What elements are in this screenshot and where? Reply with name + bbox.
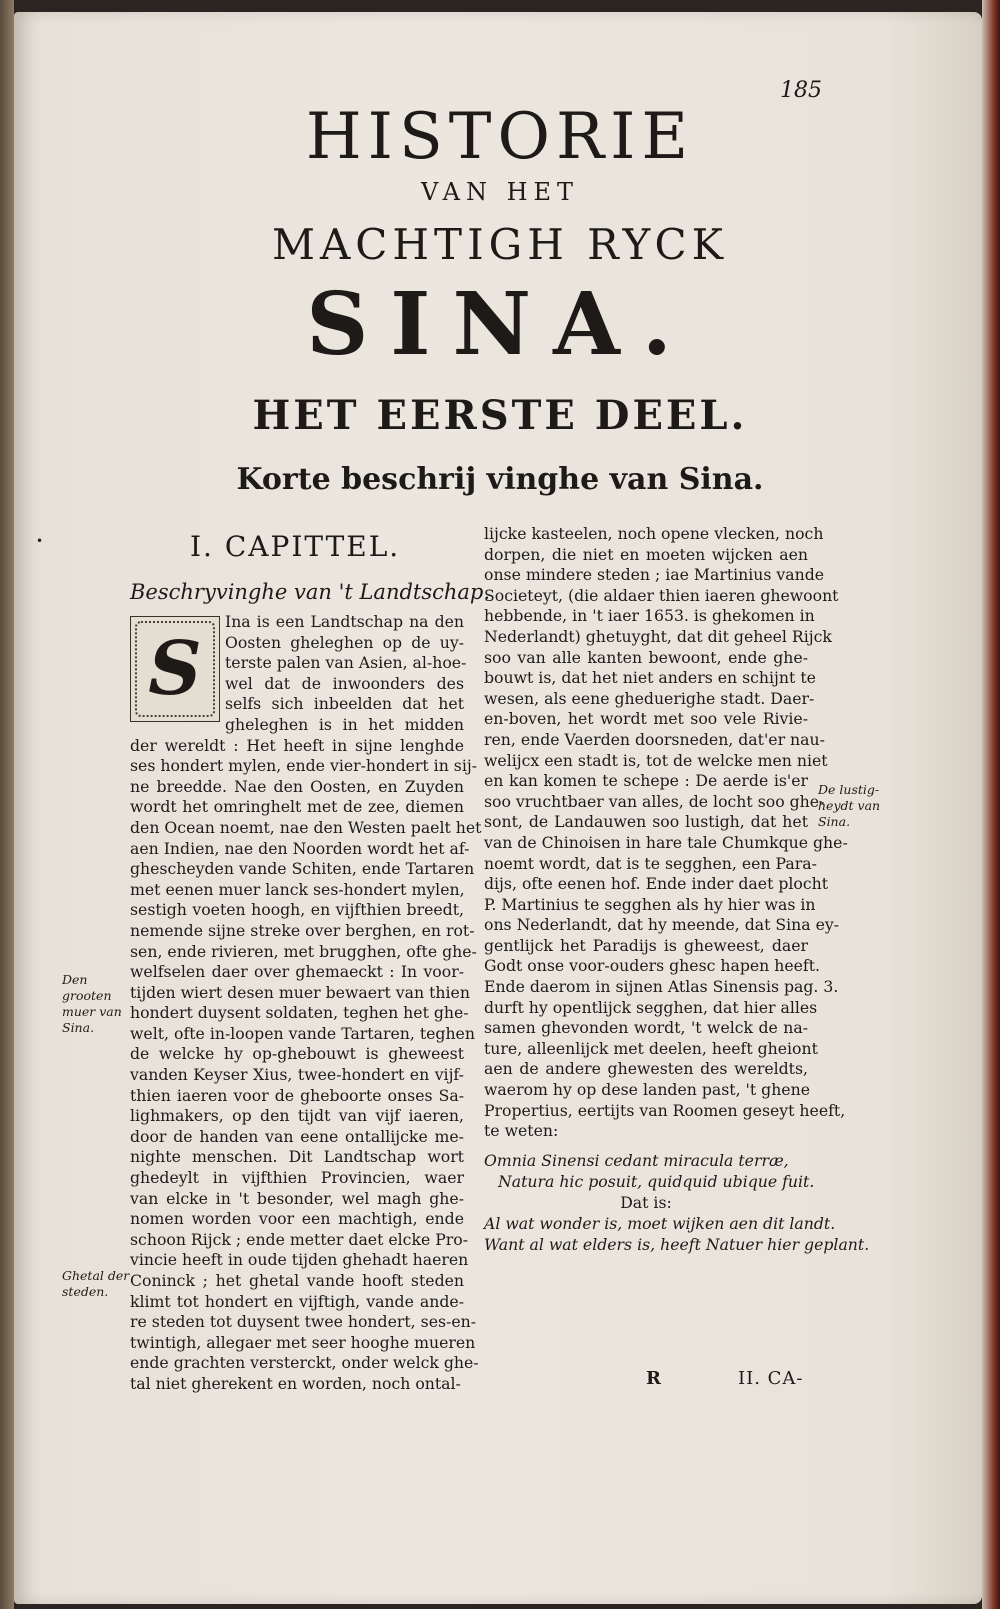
text-line: Nederlandt) ghetuyght, dat dit geheel Rijck <box>484 626 832 646</box>
text-line: gheleghen is in het midden <box>225 714 464 734</box>
text-line: en-boven, het wordt met soo vele Rivie- <box>484 709 808 729</box>
text-line: sestigh voeten hoogh, en vijfthien breedt, <box>130 900 464 920</box>
text-line: nemende sijne streke over berghen, en rot- <box>130 920 475 940</box>
text-line: waerom hy op dese landen past, 't ghene <box>484 1080 810 1100</box>
dropcap-initial <box>130 616 220 722</box>
margin-note-line: steden. <box>62 1284 109 1299</box>
text-line: sen, ende rivieren, met brugghen, ofte ghe- <box>130 941 477 961</box>
latin-quote-line-2: Natura hic posuit, quidquid ubique fuit. <box>498 1171 815 1191</box>
title-van-het: VAN HET <box>420 178 580 206</box>
dutch-quote-line-2: Want al wat elders is, heeft Natuer hier geplant. <box>484 1234 870 1254</box>
margin-note-great-wall <box>62 972 132 1036</box>
text-line: nomen worden voor een machtigh, ende <box>130 1209 464 1229</box>
text-line: wesen, als eene gheduerighe stadt. Daer- <box>484 688 815 708</box>
text-line: ne breedde. Nae den Oosten, en Zuyden <box>130 776 464 796</box>
text-line: klimt tot hondert en vijftigh, vande ande- <box>130 1291 464 1311</box>
text-line: wel dat de inwoonders des <box>225 673 464 693</box>
chapter-heading: I. CAPITTEL. <box>190 530 401 563</box>
text-line: thien iaeren voor de gheboorte onses Sa- <box>130 1085 464 1105</box>
text-line: ses hondert mylen, ende vier-hondert in sij- <box>130 756 478 776</box>
text-line: der wereldt : Het heeft in sijne lenghde <box>130 735 464 755</box>
text-line: hebbende, in 't iaer 1653. is ghekomen in <box>484 606 815 626</box>
title-historie: HISTORIE <box>305 100 695 174</box>
margin-note-line: muer van <box>62 1004 122 1019</box>
text-line: terste palen van Asien, al-hoe- <box>225 653 467 673</box>
text-line: onse mindere steden ; iae Martinius vande <box>484 565 825 585</box>
text-line: re steden tot duysent twee hondert, ses-en- <box>130 1312 477 1332</box>
text-line: ren, ende Vaerden doorsneden, dat'er nau- <box>484 729 825 749</box>
text-line: nighte menschen. Dit Landtschap wort <box>130 1147 464 1167</box>
catchword: II. CA- <box>738 1368 804 1389</box>
text-line: twintigh, allegaer met seer hooghe mueren <box>130 1332 476 1352</box>
text-line: ture, alleenlijck met deelen, heeft gheiont <box>484 1038 818 1058</box>
text-line: met eenen muer lanck ses-hondert mylen, <box>130 879 465 899</box>
text-line: Propertius, eertijts van Roomen geseyt heeft, <box>484 1100 846 1120</box>
text-line: bouwt is, dat het niet anders en schijnt te <box>484 668 816 688</box>
text-line: ende grachten versterckt, onder welck ghe- <box>130 1353 479 1373</box>
text-line: ghescheyden vande Schiten, ende Tartaren <box>130 859 475 879</box>
margin-note-line: Den grooten <box>62 972 112 1003</box>
margin-note-line: heydt van <box>818 798 881 813</box>
margin-note-line: Ghetal der <box>62 1268 130 1283</box>
margin-note-line: Sina. <box>818 814 851 829</box>
text-line: vincie heeft in oude tijden ghehadt haeren <box>130 1250 469 1270</box>
text-line: Ina is een Landtschap na den <box>225 612 464 631</box>
text-line: door de handen van eene ontallijcke me- <box>130 1126 464 1146</box>
text-line: Ende daerom in sijnen Atlas Sinensis pag. 3. <box>484 977 839 997</box>
text-line: tijden wiert desen muer bewaert van thien <box>130 982 470 1002</box>
text-line: sont, de Landauwen soo lustigh, dat het <box>484 812 808 832</box>
text-line: vanden Keyser Xius, twee-hondert en vijf- <box>130 1065 464 1085</box>
title-korte-beschrijvinghe: Korte beschrij vinghe van Sina. <box>236 462 764 497</box>
text-line: ghedeylt in vijfthien Provincien, waer <box>130 1168 464 1188</box>
text-line: tal niet gherekent en worden, noch ontal- <box>130 1373 461 1393</box>
text-line: gentlijck het Paradijs is gheweest, daer <box>484 935 808 955</box>
text-line: soo vruchtbaer van alles, de locht soo ghe- <box>484 791 825 811</box>
text-line: durft hy opentlijck segghen, dat hier alles <box>484 997 818 1017</box>
title-machtigh-ryck: MACHTIGH RYCK <box>271 220 729 269</box>
dat-is: Dat is: <box>620 1192 672 1212</box>
text-line: welt, ofte in-loopen vande Tartaren, teghen <box>130 1023 475 1043</box>
text-line: aen Indien, nae den Noorden wordt het af- <box>130 838 470 858</box>
text-line: van de Chinoisen in hare tale Chumkque ghe- <box>484 832 848 852</box>
dropcap-letter: S <box>148 626 202 712</box>
title-sina: SINA. <box>306 274 694 375</box>
text-line: Coninck ; het ghetal vande hooft steden <box>130 1271 464 1290</box>
text-line: Oosten gheleghen op de uy- <box>225 632 464 652</box>
text-line: dijs, ofte eenen hof. Ende inder daet plocht <box>484 874 829 894</box>
text-line: samen ghevonden wordt, 't welck de na- <box>484 1018 808 1038</box>
text-line: den Ocean noemt, nae den Westen paelt het <box>130 817 482 837</box>
margin-note-line: De lustig- <box>818 782 880 797</box>
dutch-quote-line-1: Al wat wonder is, moet wijken aen dit landt. <box>484 1213 836 1233</box>
text-line: dorpen, die niet en moeten wijcken aen <box>484 544 808 564</box>
page-number: 185 <box>780 78 822 103</box>
dropcap-ornament <box>135 621 215 717</box>
title-eerste-deel: HET EERSTE DEEL. <box>252 392 748 439</box>
text-line: noemt wordt, dat is te segghen, een Para- <box>484 853 817 873</box>
text-line: aen de andere ghewesten des wereldts, <box>484 1059 808 1079</box>
text-line: te weten: <box>484 1121 559 1141</box>
text-line: schoon Rijck ; ende metter daet elcke Pro- <box>130 1229 469 1249</box>
left-column <box>130 612 482 1395</box>
text-line: selfs sich inbeelden dat het <box>225 694 464 714</box>
signature-mark: R <box>646 1368 661 1389</box>
page-mark: • <box>36 534 44 548</box>
text-line: van elcke in 't besonder, wel magh ghe- <box>130 1188 464 1208</box>
text-line: welijcx een stadt is, tot de welcke men niet <box>484 750 828 770</box>
text-line: hondert duysent soldaten, teghen het ghe- <box>130 1003 469 1023</box>
text-line: lighmakers, op den tijdt van vijf iaeren, <box>130 1106 464 1126</box>
latin-quote-line-1: Omnia Sinensi cedant miracula terræ, <box>484 1150 789 1170</box>
text-line: ons Nederlandt, dat hy meende, dat Sina ey- <box>484 915 840 935</box>
text-line: soo van alle kanten bewoont, ende ghe- <box>484 647 808 667</box>
text-line: welfselen daer over ghemaeckt : In voor- <box>130 962 464 982</box>
text-line: lijcke kasteelen, noch opene vlecken, noch <box>484 524 824 543</box>
margin-note-line: Sina. <box>62 1020 95 1035</box>
text-line: Godt onse voor-ouders ghesc hapen heeft. <box>484 956 821 976</box>
margin-note-pleasantness <box>818 782 888 830</box>
text-line: P. Martinius te segghen als hy hier was in <box>484 894 816 914</box>
text-line: Societeyt, (die aldaer thien iaeren ghewoont <box>484 585 839 605</box>
margin-note-number-of-cities <box>62 1268 132 1300</box>
text-line: en kan komen te schepe : De aerde is'er <box>484 771 808 791</box>
text-line: de welcke hy op-ghebouwt is gheweest <box>130 1044 464 1064</box>
section-heading: Beschryvinghe van 't Landtschap. <box>130 580 491 604</box>
text-line: wordt het omringhelt met de zee, diemen <box>130 797 464 817</box>
